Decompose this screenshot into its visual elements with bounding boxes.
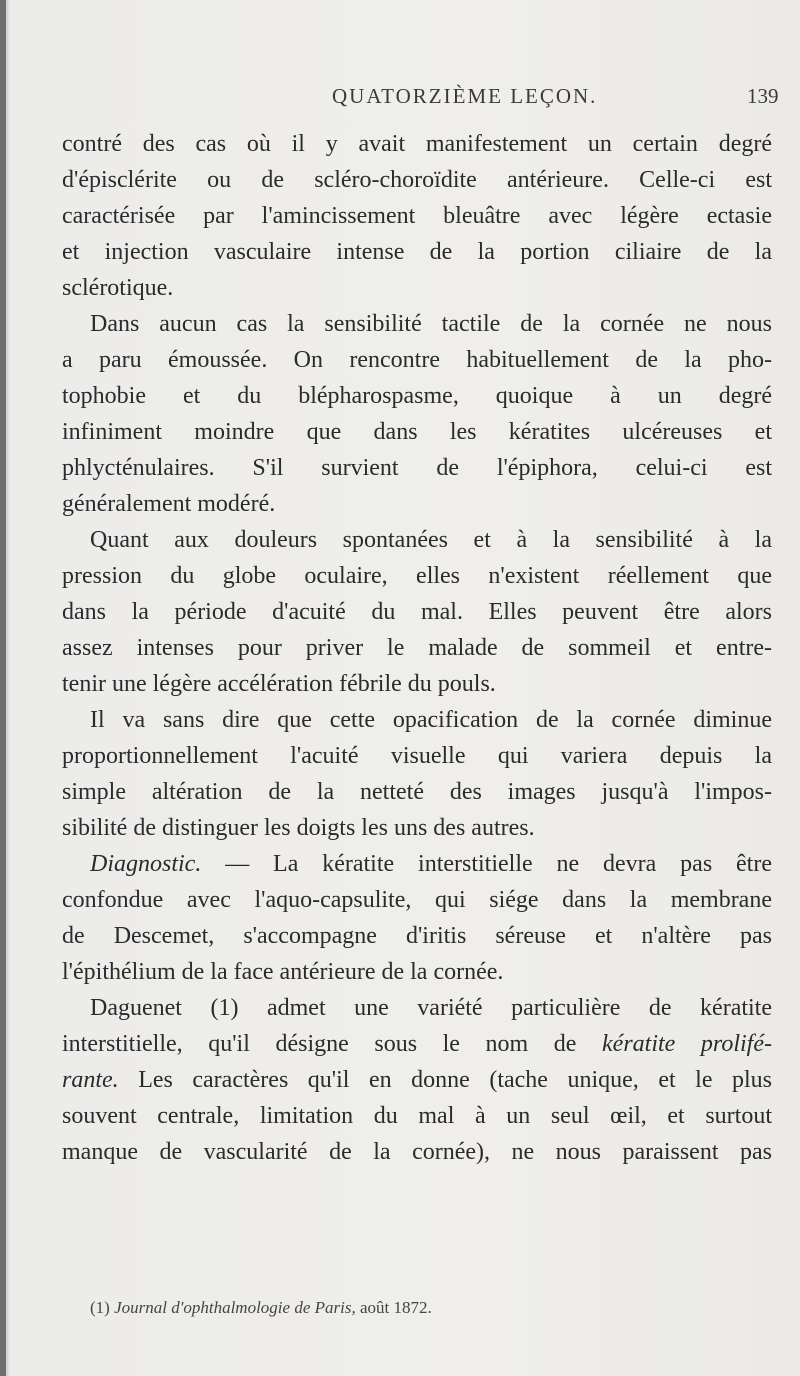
text-line: a paru émoussée. On rencontre habituellement de la pho- bbox=[62, 347, 772, 373]
page-header bbox=[0, 84, 800, 116]
text-line: tophobie et du blépharospasme, quoique à un degré bbox=[62, 383, 772, 409]
text-line: simple altération de la netteté des images jusqu'à l'impos- bbox=[62, 779, 772, 805]
text-line: l'épithélium de la face antérieure de la cornée. bbox=[62, 959, 504, 985]
text-line: infiniment moindre que dans les kératites ulcéreuses et bbox=[62, 419, 772, 445]
text-line: sibilité de distinguer les doigts les uns des autres. bbox=[62, 815, 535, 841]
text-line: Dans aucun cas la sensibilité tactile de la cornée ne nous bbox=[90, 311, 772, 337]
text-line: Quant aux douleurs spontanées et à la sensibilité à la bbox=[90, 527, 772, 553]
text-line: souvent centrale, limitation du mal à un seul œil, et surtout bbox=[62, 1103, 772, 1129]
text-line: Daguenet (1) admet une variété particulière de kératite bbox=[90, 995, 772, 1021]
text-line: phlycténulaires. S'il survient de l'épiphora, celui-ci est bbox=[62, 455, 772, 481]
text-line: contré des cas où il y avait manifestement un certain degré bbox=[62, 131, 772, 157]
text-line: proportionnellement l'acuité visuelle qui variera depuis la bbox=[62, 743, 772, 769]
text-line bbox=[62, 1062, 772, 1098]
text-line: tenir une légère accélération fébrile du pouls. bbox=[62, 671, 496, 697]
term-keratite-proliferante: kératite prolifé- bbox=[602, 1031, 772, 1057]
footnote bbox=[90, 1298, 432, 1318]
running-title: QUATORZIÈME LEÇON. bbox=[332, 84, 598, 108]
text-line: généralement modéré. bbox=[62, 491, 276, 517]
page-number: 139 bbox=[747, 84, 779, 108]
text-line: confondue avec l'aquo-capsulite, qui siége dans la membrane bbox=[62, 887, 772, 913]
characters-text: Les caractères qu'il en donne (tache unique, et le plus bbox=[138, 1067, 772, 1093]
text-line: d'épisclérite ou de scléro-choroïdite antérieure. Celle-ci est bbox=[62, 167, 772, 193]
page-binding-edge bbox=[0, 0, 6, 1376]
text-line: assez intenses pour priver le malade de sommeil et entre- bbox=[62, 635, 772, 661]
interstitial-text: interstitielle, qu'il désigne sous le nom de bbox=[62, 1031, 577, 1057]
text-line: caractérisée par l'amincissement bleuâtre avec légère ectasie bbox=[62, 203, 772, 229]
text-line: et injection vasculaire intense de la portion ciliaire de la bbox=[62, 239, 772, 265]
text-line: dans la période d'acuité du mal. Elles peuvent être alors bbox=[62, 599, 772, 625]
term-keratite-proliferante-end: rante. bbox=[62, 1067, 119, 1093]
body-text bbox=[62, 126, 772, 1170]
text-line: Il va sans dire que cette opacification de la cornée diminue bbox=[90, 707, 772, 733]
text-line bbox=[62, 846, 772, 882]
text-line: sclérotique. bbox=[62, 275, 174, 301]
footnote-date: août 1872. bbox=[359, 1298, 432, 1317]
footnote-journal: Journal d'ophthalmologie de Paris, bbox=[114, 1298, 356, 1317]
text-line bbox=[62, 1026, 772, 1062]
text-line: de Descemet, s'accompagne d'iritis séreuse et n'altère pas bbox=[62, 923, 772, 949]
footnote-marker: (1) bbox=[90, 1298, 110, 1317]
text-line: manque de vascularité de la cornée), ne nous paraissent pas bbox=[62, 1139, 772, 1165]
text-line: pression du globe oculaire, elles n'existent réellement que bbox=[62, 563, 772, 589]
diagnostic-text: — La kératite interstitielle ne devra pas être bbox=[225, 851, 772, 877]
diagnostic-heading: Diagnostic. bbox=[90, 851, 202, 877]
